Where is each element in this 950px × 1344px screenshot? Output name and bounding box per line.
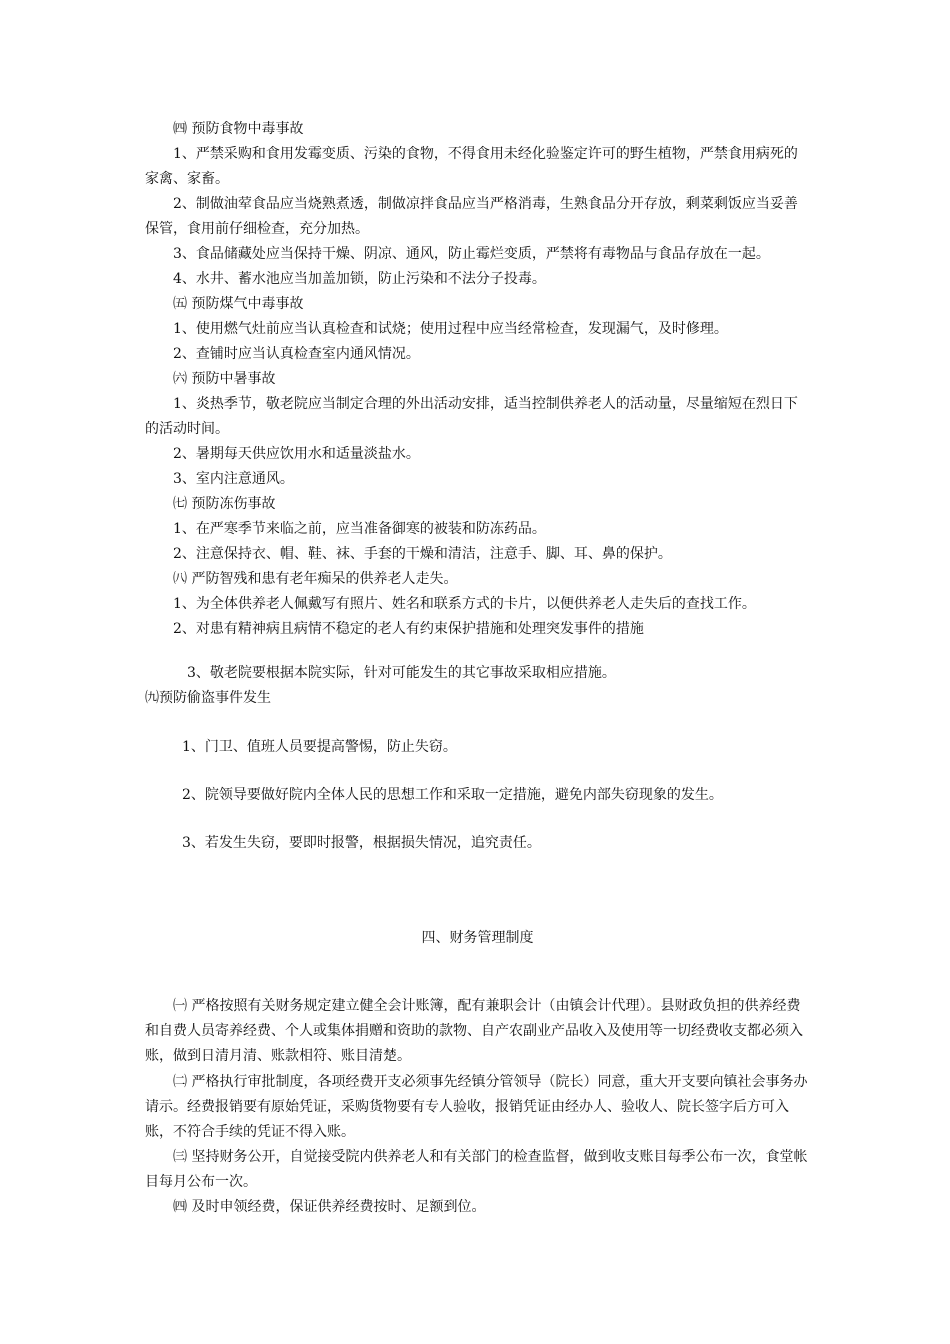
- chapter-title: 四、财务管理制度: [421, 930, 534, 946]
- paragraph: ㈡ 严格执行审批制度，各项经费开支必须事先经镇分管领导（院长）同意，重大开支要向镇社会事务办请示。经费报销要有原始凭证，采购货物要有专人验收，报销凭证由经办人、验收人、院长签字后方可入账，不符合手续的凭证不得入账。: [145, 1074, 808, 1140]
- section-heading: ㈤ 预防煤气中毒事故: [173, 296, 304, 312]
- paragraph: 1、为全体供养老人佩戴写有照片、姓名和联系方式的卡片，以便供养老人走失后的查找工作。: [173, 596, 756, 612]
- paragraph: 3、若发生失窃，要即时报警，根据损失情况，追究责任。: [182, 835, 541, 851]
- paragraph: ㈣ 及时申领经费，保证供养经费按时、足额到位。: [173, 1199, 486, 1215]
- paragraph: 3、室内注意通风。: [173, 471, 294, 487]
- section-heading: ㈣ 预防食物中毒事故: [173, 121, 304, 137]
- paragraph: 2、对患有精神病且病情不稳定的老人有约束保护措施和处理突发事件的措施: [173, 621, 644, 637]
- paragraph: ㈠ 严格按照有关财务规定建立健全会计账簿，配有兼职会计（由镇会计代理）。县财政负担的供养经费和自费人员寄养经费、个人或集体捐赠和资助的款物、自产农副业产品收入及使用等一切经费收支都必须入账，做到日清月清、账款相符、账目清楚。: [145, 998, 803, 1064]
- paragraph: ㈢ 坚持财务公开，自觉接受院内供养老人和有关部门的检查监督，做到收支账目每季公布一次，食堂帐目每月公布一次。: [145, 1149, 808, 1190]
- paragraph: 4、水井、蓄水池应当加盖加锁，防止污染和不法分子投毒。: [173, 271, 546, 287]
- paragraph: 2、查铺时应当认真检查室内通风情况。: [173, 346, 420, 362]
- section-heading: ㈥ 预防中暑事故: [173, 371, 276, 387]
- paragraph: 2、注意保持衣、帽、鞋、袜、手套的干燥和清洁，注意手、脚、耳、鼻的保护。: [173, 546, 672, 562]
- section-heading: ㈨预防偷盗事件发生: [145, 690, 271, 706]
- paragraph: 1、使用燃气灶前应当认真检查和试烧；使用过程中应当经常检查，发现漏气，及时修理。: [173, 321, 728, 337]
- paragraph: 3、敬老院要根据本院实际，针对可能发生的其它事故采取相应措施。: [187, 665, 616, 681]
- paragraph: 2、制做油荤食品应当烧熟煮透，制做凉拌食品应当严格消毒，生熟食品分开存放，剩菜剩饭应当妥善保管，食用前仔细检查，充分加热。: [145, 196, 798, 237]
- paragraph: 2、院领导要做好院内全体人民的思想工作和采取一定措施，避免内部失窃现象的发生。: [182, 787, 723, 803]
- section-heading: ㈦ 预防冻伤事故: [173, 496, 276, 512]
- paragraph: 1、门卫、值班人员要提高警惕，防止失窃。: [182, 739, 457, 755]
- paragraph: 1、炎热季节，敬老院应当制定合理的外出活动安排，适当控制供养老人的活动量，尽量缩短在烈日下的活动时间。: [145, 396, 798, 437]
- paragraph: 2、暑期每天供应饮用水和适量淡盐水。: [173, 446, 420, 462]
- paragraph: 1、在严寒季节来临之前，应当准备御寒的被装和防冻药品。: [173, 521, 546, 537]
- paragraph: 1、严禁采购和食用发霉变质、污染的食物，不得食用未经化验鉴定许可的野生植物，严禁食用病死的家禽、家畜。: [145, 146, 798, 187]
- section-heading: ㈧ 严防智残和患有老年痴呆的供养老人走失。: [173, 571, 458, 587]
- paragraph: 3、食品储藏处应当保持干燥、阴凉、通风，防止霉烂变质，严禁将有毒物品与食品存放在一起。: [173, 246, 770, 262]
